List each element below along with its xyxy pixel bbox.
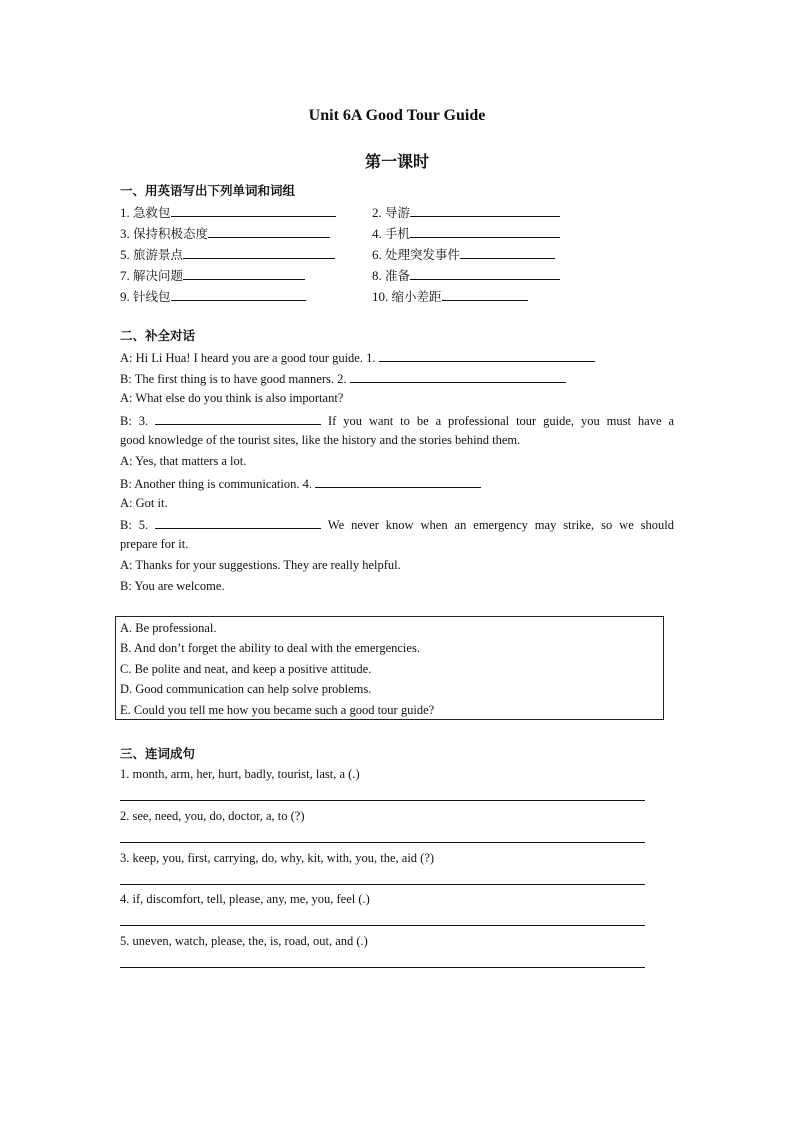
option-c: C. Be polite and neat, and keep a positive attitude. xyxy=(120,662,372,676)
vocab-num: 1. xyxy=(120,205,130,220)
vocab-num: 2. xyxy=(372,205,382,220)
dialogue-line-12 xyxy=(120,576,225,596)
vocab-item-4 xyxy=(372,222,560,242)
dialogue-line-1 xyxy=(120,346,595,366)
answer-blank[interactable] xyxy=(442,285,528,301)
vocab-num: 9. xyxy=(120,289,130,304)
sentence-item-3: 3. keep, you, first, carrying, do, why, kit, with, you, the, aid (?) xyxy=(120,851,435,865)
vocab-item-10 xyxy=(372,285,528,305)
answer-blank[interactable] xyxy=(410,264,560,280)
dialogue-blank-5[interactable] xyxy=(155,513,321,529)
dialogue-line-8 xyxy=(120,493,168,513)
section2-heading: 二、补全对话 xyxy=(120,328,196,343)
vocab-text: 缩小差距 xyxy=(391,289,442,304)
sentence-item-4: 4. if, discomfort, tell, please, any, me, you, feel (.) xyxy=(120,892,370,906)
vocab-item-6 xyxy=(372,243,555,263)
vocab-text: 处理突发事件 xyxy=(385,247,461,262)
vocab-num: 5. xyxy=(120,247,130,262)
dialogue-blank-1[interactable] xyxy=(379,346,595,362)
sentence-item-1: 1. month, arm, her, hurt, badly, tourist, last, a (.) xyxy=(120,767,360,781)
vocab-item-8 xyxy=(372,264,560,284)
vocab-text: 急救包 xyxy=(133,205,171,220)
options-box xyxy=(115,616,664,720)
answer-line-3[interactable] xyxy=(120,884,645,885)
vocab-num: 3. xyxy=(120,226,130,241)
answer-blank[interactable] xyxy=(410,222,560,238)
answer-blank[interactable] xyxy=(208,222,330,238)
vocab-text: 保持积极态度 xyxy=(133,226,209,241)
dialogue-blank-4[interactable] xyxy=(315,472,481,488)
section1-heading: 一、用英语写出下列单词和词组 xyxy=(120,183,296,198)
dialogue-text: prepare for it. xyxy=(120,537,189,551)
dialogue-line-4 xyxy=(120,409,674,429)
answer-line-4[interactable] xyxy=(120,925,645,926)
vocab-num: 4. xyxy=(372,226,382,241)
dialogue-blank-3[interactable] xyxy=(155,409,321,425)
dialogue-line-9 xyxy=(120,513,674,533)
page-subtitle: 第一课时 xyxy=(364,152,429,171)
dialogue-text: A: What else do you think is also important? xyxy=(120,391,344,405)
dialogue-line-3 xyxy=(120,388,343,408)
vocab-text: 针线包 xyxy=(133,289,171,304)
dialogue-text: If you want to be a professional tour guide, you must have a xyxy=(321,414,674,428)
dialogue-line-6 xyxy=(120,451,246,471)
dialogue-blank-2[interactable] xyxy=(350,367,566,383)
sentence-item-2: 2. see, need, you, do, doctor, a, to (?) xyxy=(120,809,305,823)
dialogue-line-5 xyxy=(120,430,520,450)
option-a: A. Be professional. xyxy=(120,621,217,635)
dialogue-line-10 xyxy=(120,534,188,554)
dialogue-text: A: Yes, that matters a lot. xyxy=(120,454,247,468)
dialogue-text: B: The first thing is to have good manners. 2. xyxy=(120,372,347,386)
vocab-text: 解决问题 xyxy=(133,268,184,283)
vocab-num: 8. xyxy=(372,268,382,283)
vocab-text: 旅游景点 xyxy=(133,247,184,262)
answer-blank[interactable] xyxy=(183,264,305,280)
dialogue-text: good knowledge of the tourist sites, like the history and the stories behind them. xyxy=(120,433,521,447)
answer-blank[interactable] xyxy=(410,201,560,217)
vocab-item-3 xyxy=(120,222,330,242)
answer-line-5[interactable] xyxy=(120,967,645,968)
option-d: D. Good communication can help solve problems. xyxy=(120,682,372,696)
dialogue-text: B: You are welcome. xyxy=(120,579,225,593)
dialogue-text: A: Thanks for your suggestions. They are really helpful. xyxy=(120,558,401,572)
answer-blank[interactable] xyxy=(183,243,335,259)
vocab-item-1 xyxy=(120,201,336,221)
dialogue-text: A: Hi Li Hua! I heard you are a good tour guide. 1. xyxy=(120,351,376,365)
answer-blank[interactable] xyxy=(460,243,555,259)
answer-line-2[interactable] xyxy=(120,842,645,843)
dialogue-text: A: Got it. xyxy=(120,496,168,510)
dialogue-line-2 xyxy=(120,367,566,387)
page-title: Unit 6A Good Tour Guide xyxy=(308,107,486,124)
vocab-item-2 xyxy=(372,201,560,221)
answer-blank[interactable] xyxy=(171,201,336,217)
dialogue-text: B: 3. xyxy=(120,414,149,428)
vocab-item-9 xyxy=(120,285,306,305)
option-b: B. And don’t forget the ability to deal with the emergencies. xyxy=(120,641,420,655)
vocab-item-7 xyxy=(120,264,305,284)
vocab-text: 准备 xyxy=(385,268,411,283)
option-e: E. Could you tell me how you became such a good tour guide? xyxy=(120,703,435,717)
vocab-num: 6. xyxy=(372,247,382,262)
dialogue-line-11 xyxy=(120,555,401,575)
vocab-num: 10. xyxy=(372,289,389,304)
answer-line-1[interactable] xyxy=(120,800,645,801)
sentence-item-5: 5. uneven, watch, please, the, is, road, out, and (.) xyxy=(120,934,368,948)
section3-heading: 三、连词成句 xyxy=(120,746,196,761)
dialogue-text: B: Another thing is communication. 4. xyxy=(120,477,312,491)
vocab-text: 手机 xyxy=(385,226,411,241)
dialogue-line-7 xyxy=(120,472,481,492)
vocab-item-5 xyxy=(120,243,335,263)
dialogue-text: We never know when an emergency may strike, so we should xyxy=(321,518,675,532)
vocab-num: 7. xyxy=(120,268,130,283)
answer-blank[interactable] xyxy=(171,285,306,301)
dialogue-text: B: 5. xyxy=(120,518,149,532)
vocab-text: 导游 xyxy=(385,205,411,220)
